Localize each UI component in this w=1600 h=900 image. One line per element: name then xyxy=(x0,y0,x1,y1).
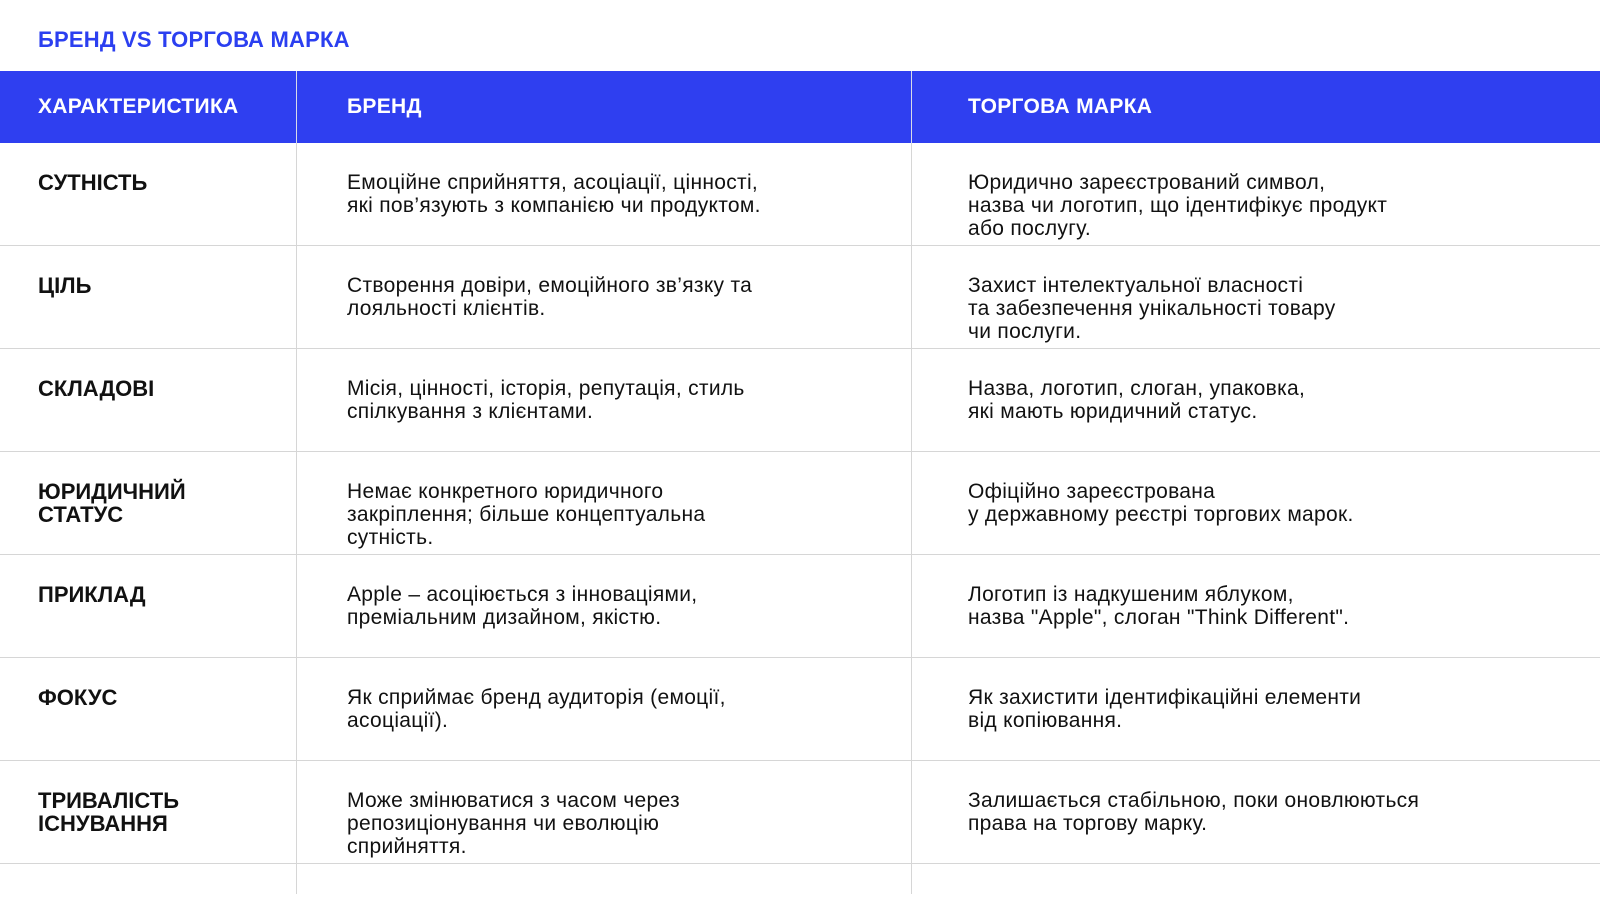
row-label: ФОКУС xyxy=(38,685,118,710)
table-row xyxy=(0,349,1600,452)
trademark-cell: Логотип із надкушеним яблуком, назва "Apple", слоган "Think Different". xyxy=(968,583,1350,629)
table-row xyxy=(0,761,1600,864)
brand-cell: Створення довіри, емоційного зв’язку та лояльності клієнтів. xyxy=(347,274,753,320)
row-label: ЦІЛЬ xyxy=(38,273,92,298)
brand-cell: Може змінюватися з часом через репозиціонування чи еволюцію сприйняття. xyxy=(347,789,680,858)
trademark-cell: Як захистити ідентифікаційні елементи від копіювання. xyxy=(968,686,1362,732)
header-brand: БРЕНД xyxy=(297,71,912,143)
page-title: БРЕНД VS ТОРГОВА МАРКА xyxy=(38,27,350,52)
trademark-cell: Юридично зареєстрований символ, назва чи логотип, що ідентифікує продукт або послугу. xyxy=(968,171,1388,240)
row-label: СКЛАДОВІ xyxy=(38,376,155,401)
table-row xyxy=(0,555,1600,658)
comparison-table xyxy=(0,71,1600,894)
brand-cell: Емоційне сприйняття, асоціації, цінності, які пов’язують з компанією чи продуктом. xyxy=(347,171,761,217)
header-trademark: ТОРГОВА МАРКА xyxy=(968,95,1153,118)
brand-cell: Місія, цінності, історія, репутація, стиль спілкування з клієнтами. xyxy=(347,377,745,423)
brand-cell: Apple – асоціюється з інноваціями, преміальним дизайном, якістю. xyxy=(347,583,698,629)
table-row xyxy=(0,143,1600,246)
empty-cell xyxy=(297,864,912,894)
trademark-cell: Офіційно зареєстрована у державному реєстрі торгових марок. xyxy=(968,480,1354,526)
row-label: ТРИВАЛІСТЬ ІСНУВАННЯ xyxy=(38,788,180,836)
row-label: СУТНІСТЬ xyxy=(38,170,148,195)
table-row xyxy=(0,246,1600,349)
trademark-cell: Захист інтелектуальної власності та забезпечення унікальності товару чи послуги. xyxy=(968,274,1336,343)
table-row xyxy=(0,452,1600,555)
table-row-empty xyxy=(0,864,1600,894)
brand-cell: Немає конкретного юридичного закріплення; більше концептуальна сутність. xyxy=(347,480,706,549)
empty-cell xyxy=(912,864,1600,894)
trademark-cell: Залишається стабільною, поки оновлюються права на торгову марку. xyxy=(968,789,1420,835)
brand-cell: Як сприймає бренд аудиторія (емоції, асоціації). xyxy=(347,686,726,732)
empty-cell xyxy=(0,864,297,894)
row-label: ПРИКЛАД xyxy=(38,582,146,607)
row-label: ЮРИДИЧНИЙ СТАТУС xyxy=(38,479,186,527)
table-header-row xyxy=(0,71,1600,143)
trademark-cell: Назва, логотип, слоган, упаковка, які мають юридичний статус. xyxy=(968,377,1306,423)
table-row xyxy=(0,658,1600,761)
header-characteristic: ХАРАКТЕРИСТИКА xyxy=(0,71,297,143)
